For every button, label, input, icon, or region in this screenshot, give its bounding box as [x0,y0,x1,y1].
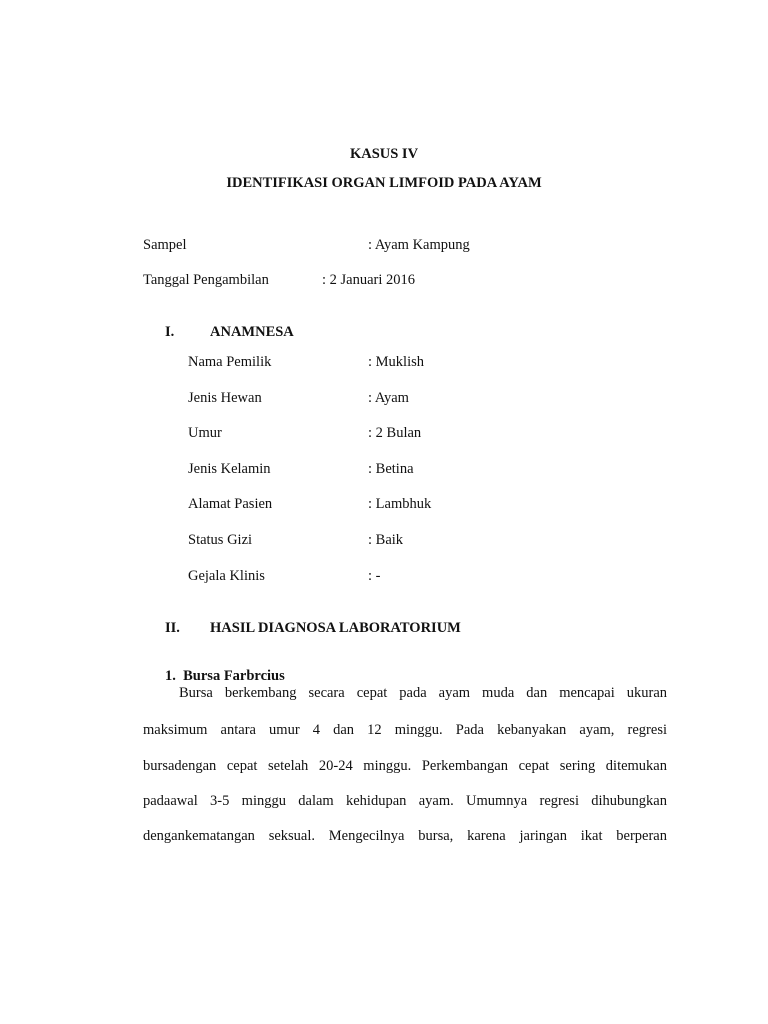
anamnesa-value: : Muklish [368,354,424,370]
anamnesa-label: Jenis Kelamin [188,461,271,477]
sampel-value: : Ayam Kampung [368,237,470,253]
anamnesa-label: Alamat Pasien [188,496,273,512]
tanggal-value: : 2 Januari 2016 [322,272,416,288]
anamnesa-label: Jenis Hewan [188,390,262,406]
paragraph-line: dengankematangan seksual. Mengecilnya bursa, karena jaringan ikat berperan [143,828,667,844]
sampel-label: Sampel [143,237,187,253]
anamnesa-value: : Betina [368,461,414,477]
anamnesa-value: : Ayam [368,390,409,406]
section2-number: II. [165,620,180,636]
anamnesa-value: : Baik [368,532,404,548]
paragraph-line: padaawal 3-5 minggu dalam kehidupan ayam. Umumnya regresi dihubungkan [143,793,667,809]
anamnesa-label: Nama Pemilik [188,354,272,370]
case-title: KASUS IV [349,146,419,162]
tanggal-label: Tanggal Pengambilan [143,272,269,288]
document-title: IDENTIFIKASI ORGAN LIMFOID PADA AYAM [226,175,542,191]
anamnesa-value: : Lambhuk [368,496,432,512]
anamnesa-label: Status Gizi [188,532,253,548]
section2-heading: HASIL DIAGNOSA LABORATORIUM [210,620,461,636]
section1-number: I. [165,324,175,340]
anamnesa-value: : 2 Bulan [368,425,422,441]
paragraph-line: maksimum antara umur 4 dan 12 minggu. Pada kebanyakan ayam, regresi [143,722,667,738]
section1-heading: ANAMNESA [210,324,294,340]
anamnesa-label: Gejala Klinis [188,568,265,584]
anamnesa-value: : - [368,568,381,584]
anamnesa-label: Umur [188,425,222,441]
paragraph-line: bursadengan cepat setelah 20-24 minggu. Perkembangan cepat sering ditemukan [143,758,667,774]
subsection1-heading: 1. Bursa Farbrcius [165,668,285,684]
paragraph-line: Bursa berkembang secara cepat pada ayam muda dan mencapai ukuran [179,685,667,701]
